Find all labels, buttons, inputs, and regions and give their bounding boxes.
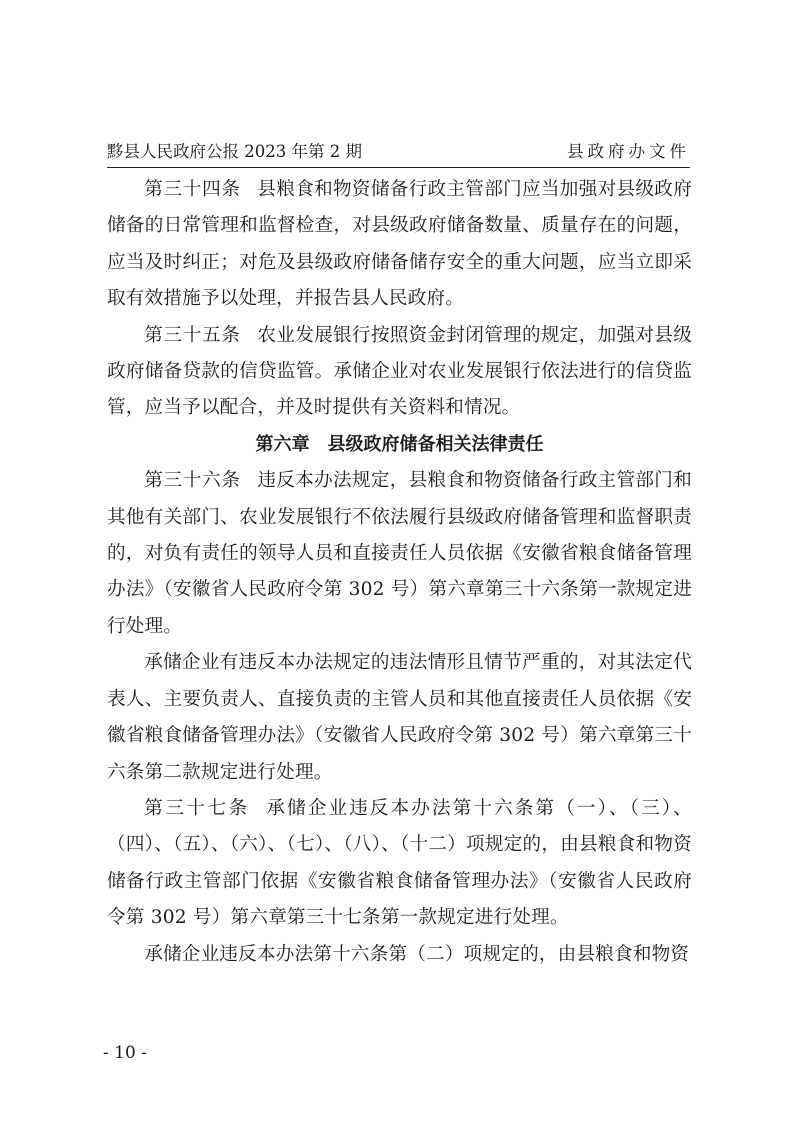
article-37-paragraph-2: 承储企业违反本办法第十六条第（二）项规定的，由县粮食和物资: [144, 943, 690, 965]
gazette-title: 黟县人民政府公报 2023 年第 2 期: [107, 142, 362, 161]
article-37-text: 承储企业违反本办法第十六条第（一）、（三）、（四）、（五）、（六）、（七）、（八）、（十二）项规定的，由县粮食和物资储备行政主管部门依据《安徽省粮食储备管理办法》（安徽省人民政府令第 302 号）第六章第三十七条第一款规定进行处理。: [107, 797, 692, 929]
document-category: 县政府办文件: [567, 142, 690, 161]
document-body: [107, 172, 692, 973]
page-header: [107, 139, 690, 168]
article-35-label: 第三十五条: [144, 324, 241, 346]
chapter-heading: 第六章 县级政府储备相关法律责任: [255, 433, 544, 455]
article-34-text: 县粮食和物资储备行政主管部门应当加强对县级政府储备的日常管理和监督检查，对县级政府储备数量、质量存在的问题，应当及时纠正；对危及县级政府储备储存安全的重大问题，应当立即采取有效措施予以处理，并报告县人民政府。: [107, 179, 692, 310]
article-35: [107, 318, 692, 427]
article-36-paragraph-2: 承储企业有违反本办法规定的违法情形且情节严重的，对其法定代表人、主要负责人、直接负责的主管人员和其他直接责任人员依据《安徽省粮食储备管理办法》（安徽省人民政府令第 302 号）第六章第三十六条第二款规定进行处理。: [107, 652, 692, 783]
article-36-label: 第三十六条: [144, 470, 241, 492]
article-36-text: 违反本办法规定，县粮食和物资储备行政主管部门和其他有关部门、农业发展银行不依法履行县级政府储备管理和监督职责的，对负有责任的领导人员和直接责任人员依据《安徽省粮食储备管理办法》（安徽省人民政府令第 302 号）第六章第三十六条第一款规定进行处理。: [107, 470, 692, 637]
article-34-label: 第三十四条: [144, 179, 241, 200]
article-37-label: 第三十七条: [144, 797, 250, 819]
article-36: [107, 463, 692, 645]
article-34: [107, 172, 692, 318]
page-number: - 10 -: [103, 1043, 147, 1063]
article-35-text: 农业发展银行按照资金封闭管理的规定，加强对县级政府储备贷款的信贷监管。承储企业对农业发展银行依法进行的信贷监管，应当予以配合，并及时提供有关资料和情况。: [107, 324, 692, 419]
article-37: [107, 791, 692, 937]
